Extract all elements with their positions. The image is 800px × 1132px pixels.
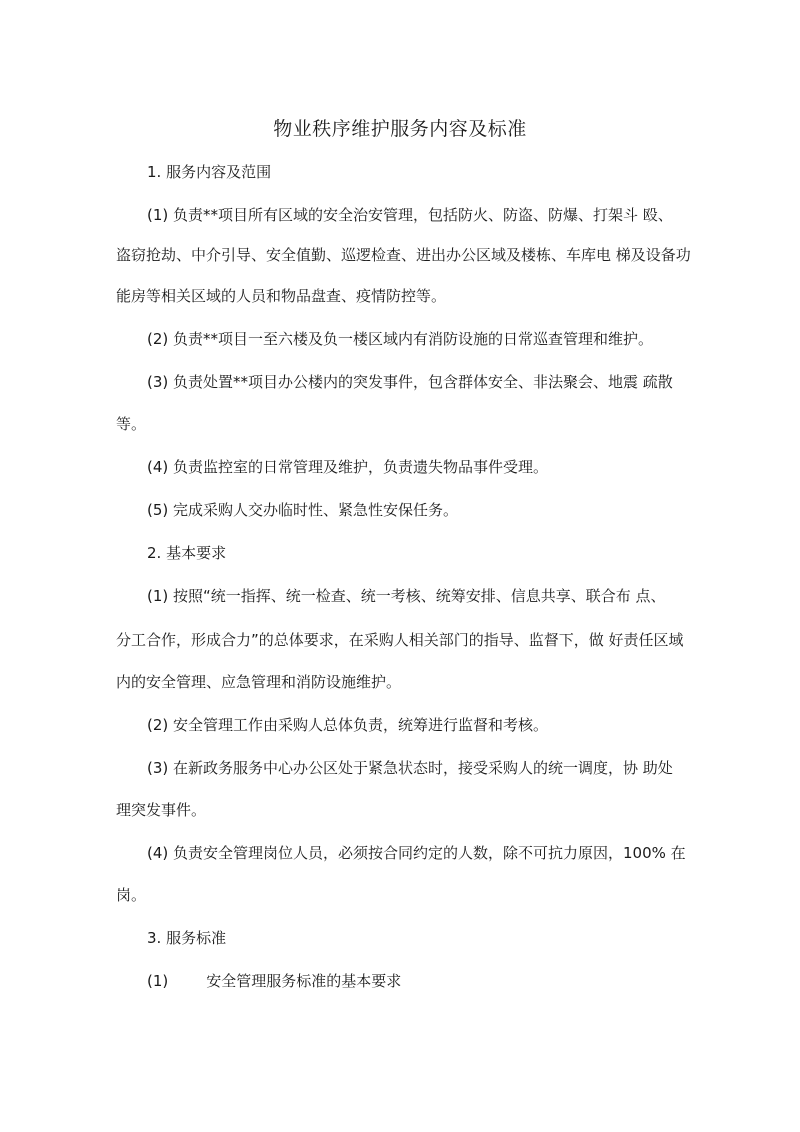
- paragraph-line: (4) 负责安全管理岗位人员，必须按合同约定的人数，除不可抗力原因，100% 在: [147, 844, 686, 862]
- section-heading-3: 3. 服务标准: [147, 929, 227, 947]
- document-title: 物业秩序维护服务内容及标准: [273, 118, 527, 140]
- list-item-number: (1): [147, 972, 169, 990]
- paragraph-line: (1) 按照“统一指挥、统一检查、统一考核、统筹安排、信息共享、联合布 点、: [147, 587, 666, 605]
- list-item: [147, 971, 727, 991]
- section-heading-1: 1. 服务内容及范围: [147, 163, 272, 181]
- paragraph-line: 理突发事件。: [116, 801, 207, 819]
- paragraph-line: (4) 负责监控室的日常管理及维护，负责遗失物品事件受理。: [147, 458, 549, 476]
- paragraph-line: 内的安全管理、应急管理和消防设施维护。: [116, 673, 402, 691]
- list-item-text: 安全管理服务标准的基本要求: [206, 972, 402, 990]
- paragraph-line: (1) 负责**项目所有区域的安全治安管理，包括防火、防盗、防爆、打架斗 殴、: [147, 206, 673, 224]
- section-heading-2: 2. 基本要求: [147, 544, 227, 562]
- paragraph-line: 等。: [116, 415, 147, 433]
- paragraph-line: 能房等相关区域的人员和物品盘查、疫情防控等。: [116, 287, 447, 305]
- paragraph-line: (2) 负责**项目一至六楼及负一楼区域内有消防设施的日常巡查管理和维护。: [147, 330, 654, 348]
- paragraph-line: (3) 在新政务服务中心办公区处于紧急状态时，接受采购人的统一调度，协 助处: [147, 759, 673, 777]
- paragraph-line: (3) 负责处置**项目办公楼内的突发事件，包含群体安全、非法聚会、地震 疏散: [147, 373, 673, 391]
- paragraph-line: 分工合作，形成合力”的总体要求，在采购人相关部门的指导、监督下，做 好责任区域: [116, 631, 684, 649]
- paragraph-line: (2) 安全管理工作由采购人总体负责，统筹进行监督和考核。: [147, 716, 549, 734]
- paragraph-line: 岗。: [116, 886, 147, 904]
- paragraph-line: 盗窃抢劫、中介引导、安全值勤、巡逻检查、进出办公区域及楼栋、车库电 梯及设备功: [116, 246, 691, 264]
- paragraph-line: (5) 完成采购人交办临时性、紧急性安保任务。: [147, 501, 459, 519]
